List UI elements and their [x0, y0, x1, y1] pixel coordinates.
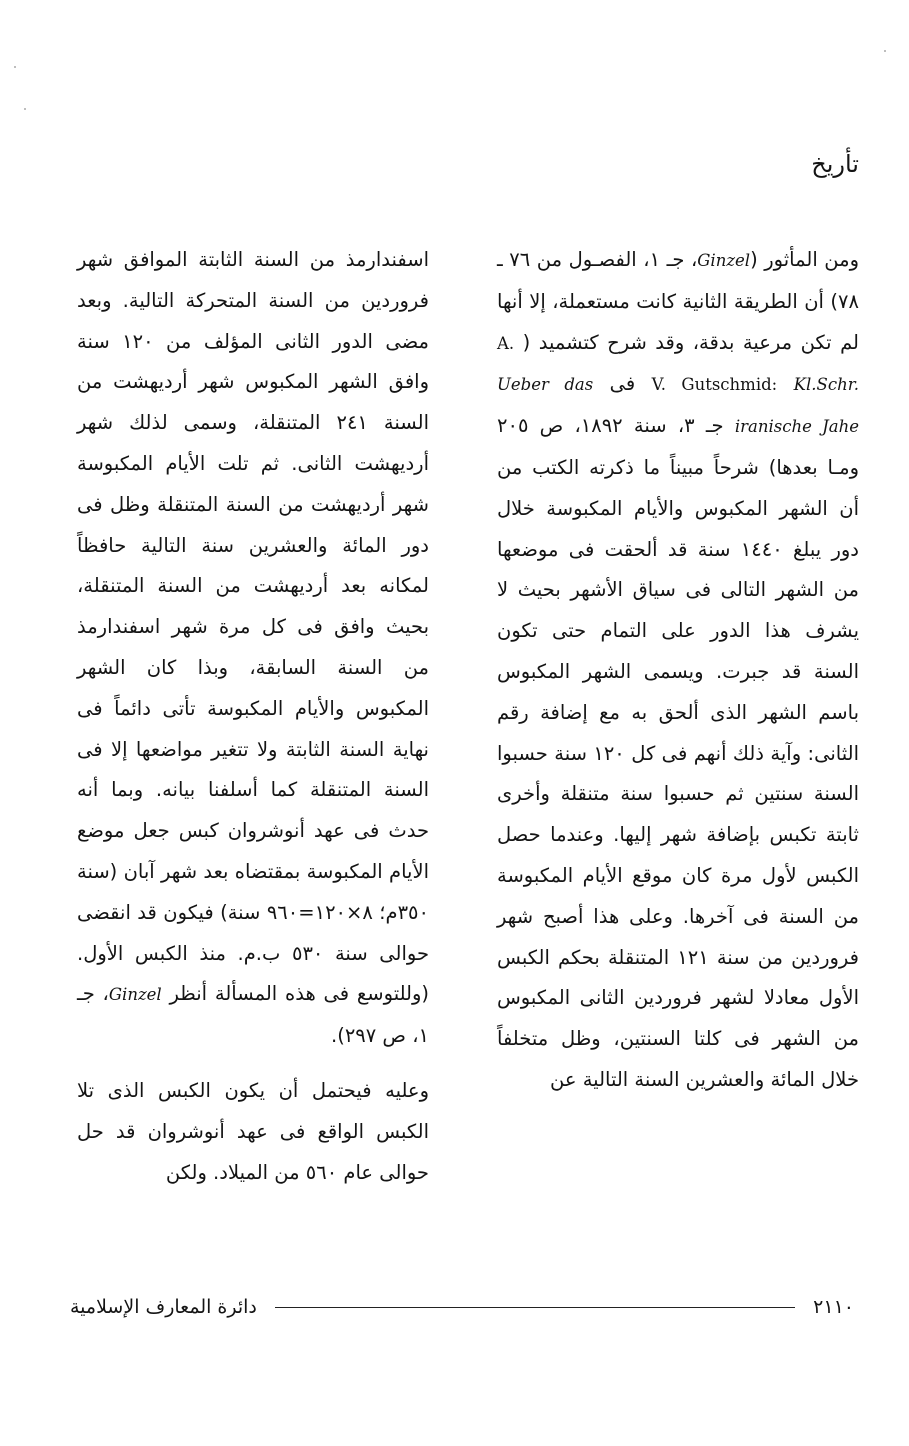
text-run: ، جـ ١، الفصـول من ٧٦ ـ ٧٨) أن الطريقة الثانية كانت مستعملة، إلا أنها لم تكن مرعية بدقة، وقد شرح كتشميد (	[497, 248, 859, 354]
text-run: اسفندارمذ من السنة الثابتة الموافق شهر فروردين من السنة المتحركة التالية. وبعد مضى الدور الثانى المؤلف من ١٢٠ سنة وافق الشهر المكبوس شهر أرديهشت من السنة ٢٤١ المتنقلة، وسمى لذلك شهر أرديهشت الثانى. ثم تلت الأيام المكبوسة شهر أرديهشت من السنة المتنقلة وظل فى دور المائة والعشرين سنة التالية حافظاً لمكانه بعد أرديهشت من السنة المتنقلة، بحيث وافق فى كل مرة شهر اسفندارمذ من السنة السابقة، وبذا كان الشهر المكبوس والأيام المكبوسة تأتى دائماً فى نهاية السنة الثابتة ولا تتغير مواضعها إلا فى السنة المتنقلة كما أسلفنا بيانه. وبما أنه حدث فى عهد أنوشروان كبس جعل موضع الأيام المكبوسة بمقتضاه بعد شهر آبان (سنة ٣٥٠م؛ ٨×١٢٠=٩٦٠ سنة) فيكون قد انقضى حوالى سنة ٥٣٠ ب.م. منذ الكبس الأول. (وللتوسع فى هذه المسألة أنظر	[77, 248, 430, 1006]
text-run	[777, 372, 793, 395]
left-column-paragraph-1	[77, 240, 429, 1057]
citation-ginzel: Ginzel	[697, 251, 751, 270]
left-text-column	[77, 240, 429, 1193]
citation-gutschmid: A. V. Gutschmid:	[497, 333, 778, 395]
right-text-column	[497, 240, 859, 1101]
citation-klschr: Kl.Schr.	[793, 375, 860, 395]
footer-rule	[275, 1307, 795, 1308]
text-run: جـ ٣، سنة ١٨٩٢، ص ٢٠٥ ومـا بعدها) شرحاً مبيناً ما ذكرته الكتب من أن الشهر المكبوس والأيام المكبوسة خلال دور يبلغ ١٤٤٠ سنة قد ألحقت فى موضعها من الشهر التالى فى سياق الأشهر بحيث لا يشرف هذا الدور على التمام حتى تكون السنة قد جبرت. ويسمى الشهر المكبوس باسم الشهر الذى ألحق به مع إضافة رقم الثانى: وآية ذلك أنهم فى كل ١٢٠ سنة حسبوا السنة سنتين ثم حسبوا سنة متنقلة وأخرى ثابتة تكبس بإضافة شهر إليها. وعندما حصل الكبس لأول مرة كان موقع الأيام المكبوسة من السنة فى آخرها. وعلى هذا أصبح شهر فروردين من سنة ١٢١ المتنقلة بحكم الكبس الأول معادلا لشهر فروردين الثانى المكبوس من الشهر فى كلتا السنتين، وظل متخلفاً خلال المائة والعشرين السنة التالية عن	[497, 414, 860, 1091]
citation-ginzel: Ginzel	[108, 985, 162, 1005]
text-run: ومن المأثور (	[750, 248, 859, 271]
paragraph-gap	[77, 1057, 429, 1071]
scan-speck	[14, 66, 16, 68]
journal-name: دائرة المعارف الإسلامية	[70, 1296, 257, 1318]
page-number: ٢١١٠	[813, 1296, 854, 1318]
page-footer	[70, 1292, 854, 1322]
running-header: تأريخ	[811, 150, 859, 178]
text-run: وعليه فيحتمل أن يكون الكبس الذى تلا الكبس الواقع فى عهد أنوشروان قد حل حوالى عام ٥٦٠ من الميلاد. ولكن	[77, 1078, 429, 1184]
text-run: فى	[593, 372, 652, 396]
right-column-paragraph	[497, 240, 859, 1101]
text-run: ، جـ ١، ص ٢٩٧).	[77, 982, 429, 1048]
scan-speck	[24, 108, 26, 110]
citation-title: Ueber das iranische Jahe	[497, 375, 859, 437]
scan-speck	[884, 50, 886, 52]
left-column-paragraph-2	[77, 1071, 429, 1193]
